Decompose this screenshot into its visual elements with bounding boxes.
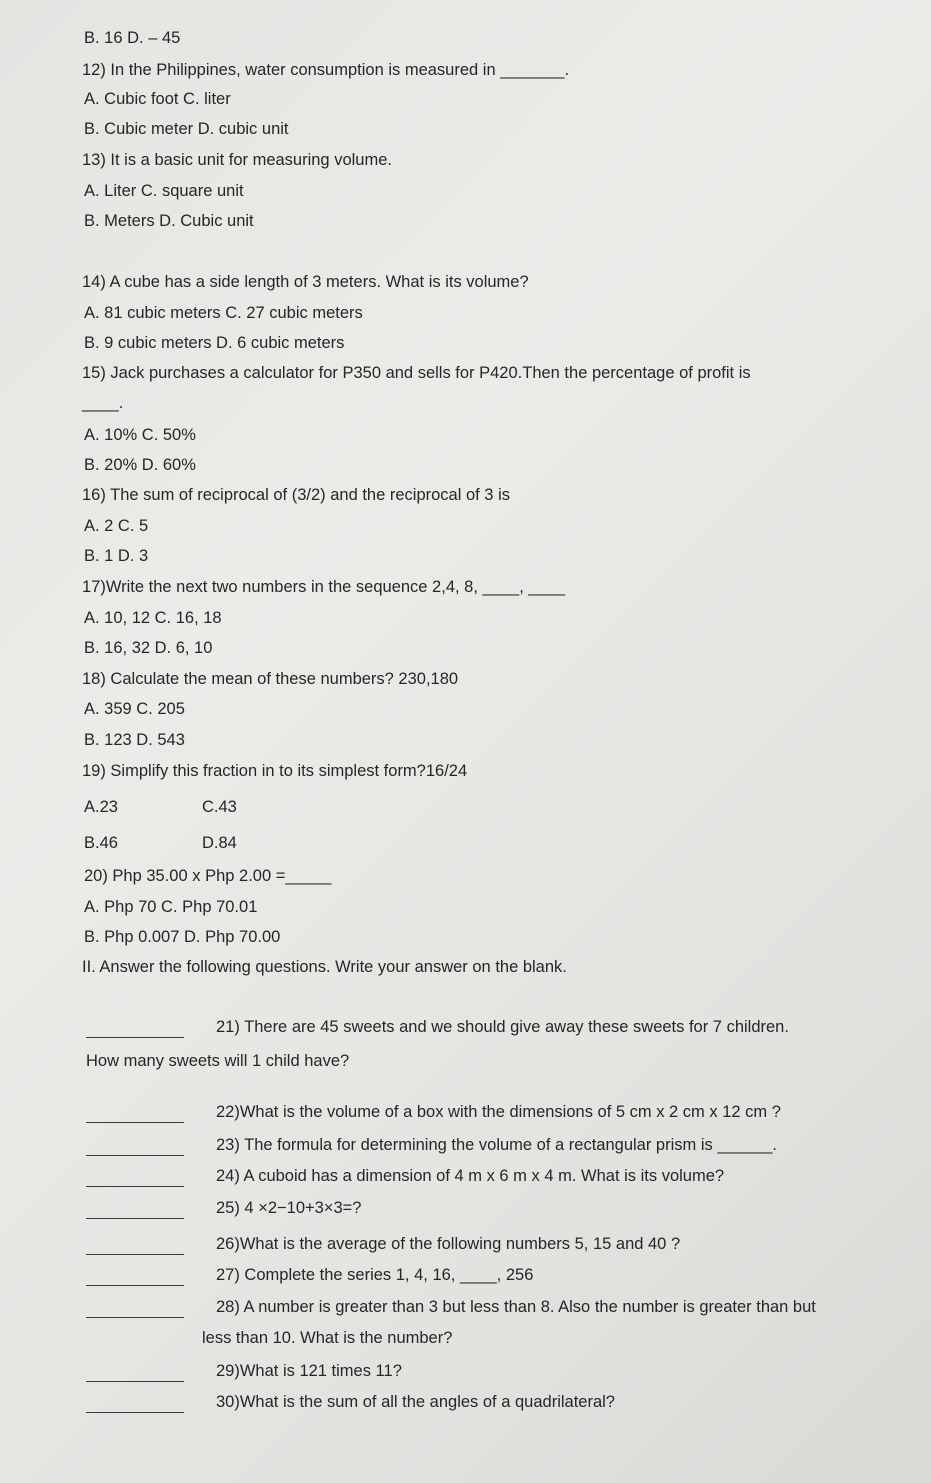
q15-question: 15) Jack purchases a calculator for P350 and sells for P420.Then the percentage of profit is xyxy=(82,364,751,382)
q13-option-a-c: A. Liter C. square unit xyxy=(84,182,244,200)
answer-blank-22[interactable] xyxy=(86,1122,184,1123)
q12-option-a-c: A. Cubic foot C. liter xyxy=(84,90,231,108)
q30-question: 30)What is the sum of all the angles of a quadrilateral? xyxy=(216,1393,615,1411)
q15-question-continued: ____. xyxy=(82,394,124,412)
answer-blank-25[interactable] xyxy=(86,1218,184,1219)
q17-question: 17)Write the next two numbers in the sequence 2,4, 8, ____, ____ xyxy=(82,578,566,596)
answer-blank-27[interactable] xyxy=(86,1285,184,1286)
q15-option-b-d: B. 20% D. 60% xyxy=(84,456,196,474)
q29-question: 29)What is 121 times 11? xyxy=(216,1362,402,1380)
q21-question-continued: How many sweets will 1 child have? xyxy=(86,1052,350,1070)
q22-question: 22)What is the volume of a box with the dimensions of 5 cm x 2 cm x 12 cm ? xyxy=(216,1103,781,1121)
q19-option-b: B.46 xyxy=(84,834,118,852)
q19-question: 19) Simplify this fraction in to its simplest form?16/24 xyxy=(82,762,468,780)
answer-blank-30[interactable] xyxy=(86,1412,184,1413)
answer-blank-21[interactable] xyxy=(86,1037,184,1038)
q16-option-b-d: B. 1 D. 3 xyxy=(84,547,149,565)
q11-option-b-d: B. 16 D. – 45 xyxy=(84,29,181,47)
q13-option-b-d: B. Meters D. Cubic unit xyxy=(84,212,254,230)
q23-question: 23) The formula for determining the volume of a rectangular prism is ______. xyxy=(216,1136,777,1154)
q14-option-a-c: A. 81 cubic meters C. 27 cubic meters xyxy=(84,304,363,322)
q13-question: 13) It is a basic unit for measuring volume. xyxy=(82,151,392,169)
q25-question: 25) 4 ×2−10+3×3=? xyxy=(216,1199,362,1217)
q16-option-a-c: A. 2 C. 5 xyxy=(84,517,149,535)
q20-option-b-d: B. Php 0.007 D. Php 70.00 xyxy=(84,928,281,946)
part2-heading: II. Answer the following questions. Write your answer on the blank. xyxy=(82,958,567,976)
q17-option-b-d: B. 16, 32 D. 6, 10 xyxy=(84,639,213,657)
answer-blank-29[interactable] xyxy=(86,1381,184,1382)
q26-question: 26)What is the average of the following numbers 5, 15 and 40 ? xyxy=(216,1235,681,1253)
q28-question: 28) A number is greater than 3 but less than 8. Also the number is greater than but xyxy=(216,1298,816,1316)
q15-option-a-c: A. 10% C. 50% xyxy=(84,426,196,444)
q20-option-a-c: A. Php 70 C. Php 70.01 xyxy=(84,898,258,916)
q12-option-b-d: B. Cubic meter D. cubic unit xyxy=(84,120,289,138)
q18-question: 18) Calculate the mean of these numbers? 230,180 xyxy=(82,670,459,688)
q18-option-a-c: A. 359 C. 205 xyxy=(84,700,185,718)
q24-question: 24) A cuboid has a dimension of 4 m x 6 m x 4 m. What is its volume? xyxy=(216,1167,725,1185)
answer-blank-26[interactable] xyxy=(86,1254,184,1255)
answer-blank-24[interactable] xyxy=(86,1186,184,1187)
q28-question-continued: less than 10. What is the number? xyxy=(202,1329,453,1347)
q12-question: 12) In the Philippines, water consumption is measured in _______. xyxy=(82,61,570,79)
q16-question: 16) The sum of reciprocal of (3/2) and the reciprocal of 3 is xyxy=(82,486,510,504)
answer-blank-28[interactable] xyxy=(86,1317,184,1318)
q19-option-a: A.23 xyxy=(84,798,118,816)
answer-blank-23[interactable] xyxy=(86,1155,184,1156)
q14-question: 14) A cube has a side length of 3 meters. What is its volume? xyxy=(82,273,529,291)
q19-option-d: D.84 xyxy=(202,834,237,852)
q14-option-b-d: B. 9 cubic meters D. 6 cubic meters xyxy=(84,334,345,352)
q21-question: 21) There are 45 sweets and we should give away these sweets for 7 children. xyxy=(216,1018,789,1036)
q20-question: 20) Php 35.00 x Php 2.00 =_____ xyxy=(84,867,332,885)
q17-option-a-c: A. 10, 12 C. 16, 18 xyxy=(84,609,222,627)
q27-question: 27) Complete the series 1, 4, 16, ____, 256 xyxy=(216,1266,534,1284)
q18-option-b-d: B. 123 D. 543 xyxy=(84,731,185,749)
q19-option-c: C.43 xyxy=(202,798,237,816)
